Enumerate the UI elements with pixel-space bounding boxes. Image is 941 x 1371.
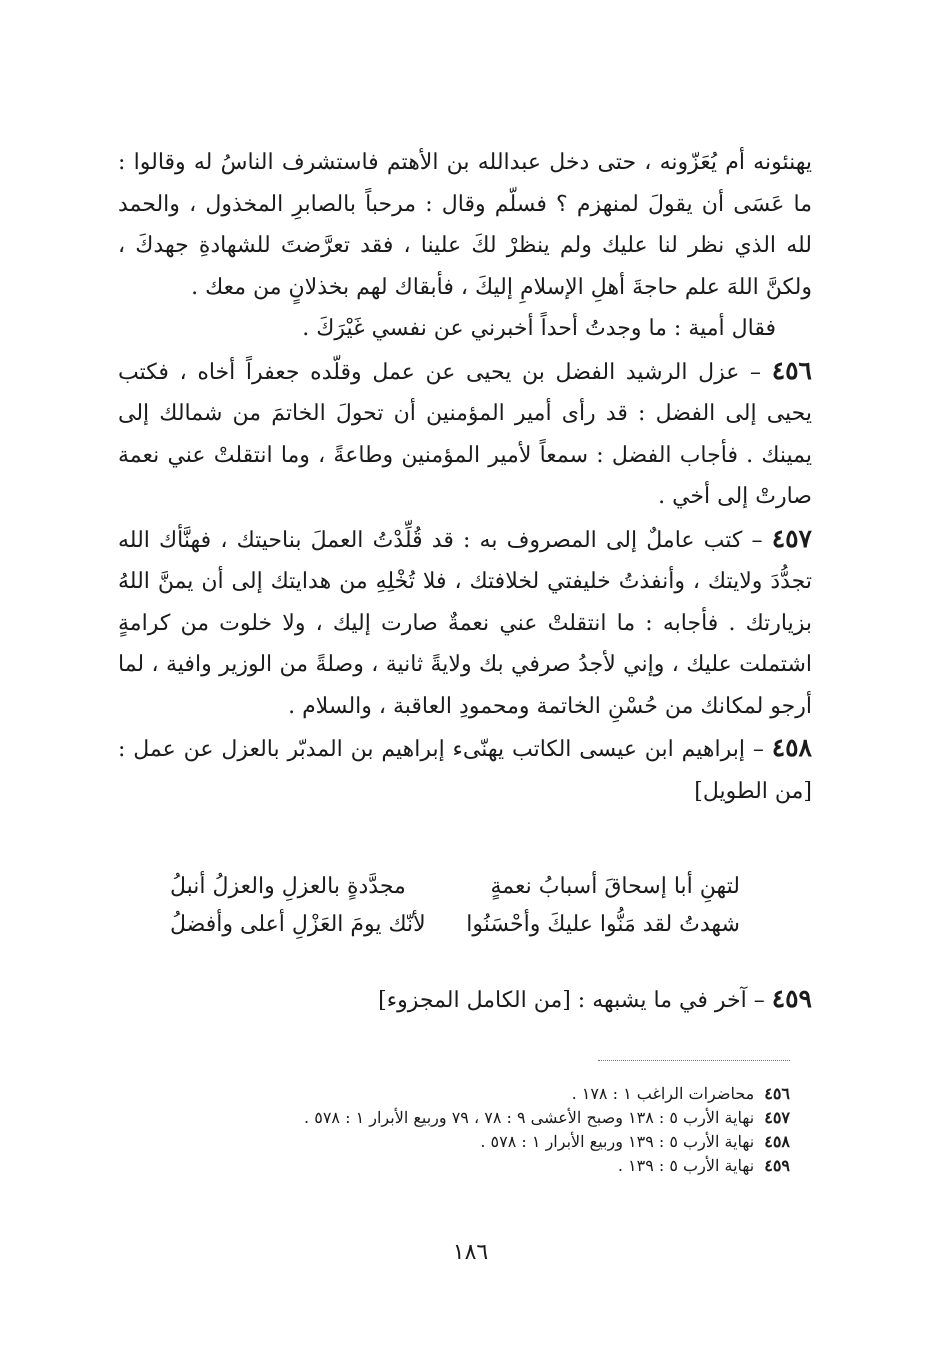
paragraph: [118, 308, 812, 350]
footnote-text: نهاية الأرب ٥ : ١٣٨ وصبح الأعشى ٩ : ٧٨ ، ٧٩ وربيع الأبرار ١ : ٥٧٨ .: [304, 1108, 755, 1127]
paragraph: [118, 350, 812, 518]
verse-line: [170, 868, 740, 906]
paragraph-text: – إبراهيم ابن عيسى الكاتب يهنّىء إبراهيم بن المدبّر بالعزل عن عمل : [من الطويل]: [118, 737, 812, 804]
verse-second-hemistich: مجدَّدةٍ بالعزلِ والعزلُ أنبلُ: [170, 874, 406, 899]
footnote-divider: [598, 1060, 790, 1061]
page-number: ١٨٦: [452, 1240, 489, 1265]
footnote: [150, 1154, 790, 1178]
paragraph-text: – آخر في ما يشبهه : [من الكامل المجزوء]: [378, 988, 765, 1013]
entry-number: ٤٥٦: [771, 355, 812, 385]
verse-first-hemistich: شهدتُ لقد مَنُّوا عليكَ وأحْسَنُوا: [466, 912, 740, 937]
paragraph-text: – عزل الرشيد الفضل بن يحيى عن عمل وقلّده جعفراً أخاه ، فكتب يحيى إلى الفضل : قد رأى أمير المؤمنين أن تحولَ الخاتمَ من شمالك إلى يمينك . فأجاب الفضل : سمعاً لأمير المؤمنين وطاعةً ، وما انتقلتْ عني نعمة صارتْ إلى أخي .: [118, 359, 812, 509]
poem: [170, 868, 740, 944]
footnote: [150, 1106, 790, 1130]
footnote: [150, 1130, 790, 1154]
footnote-text: نهاية الأرب ٥ : ١٣٩ .: [617, 1156, 755, 1175]
entry-number: ٤٥٩: [771, 984, 812, 1013]
paragraph-text: فقال أمية : ما وجدتُ أحداً أخبرني عن نفسي غَيْرَكَ .: [302, 316, 776, 341]
footnote-number: ٤٥٧: [764, 1108, 790, 1127]
paragraph-text: يهنئونه أم يُعَزّونه ، حتى دخل عبدالله بن الأهتم فاستشرف الناسُ له وقالوا : ما عَسَى أن يقولَ لمنهزم ؟ فسلّم وقال : مرحباً بالصابرِ المخذول ، والحمد لله الذي نظر لنا عليك ولم ينظرْ لكَ علينا ، فقد تعرَّضتَ للشهادةِ جهدكَ ، ولكنَّ اللهَ علم حاجةَ أهلِ الإسلامِ إليكَ ، فأبقاك لهم بخذلانٍ من معك .: [118, 150, 813, 300]
entry-number: ٤٥٨: [771, 733, 812, 762]
footnote-number: ٤٥٩: [764, 1156, 790, 1175]
paragraph: [118, 142, 812, 308]
footnote-number: ٤٥٨: [764, 1132, 790, 1151]
last-entry: [118, 978, 812, 1022]
paragraph-text: – كتب عاملٌ إلى المصروف به : قد قُلِّدْتُ العملَ بناحيتك ، فهنَّأك الله تجدُّدَ ولايتك ، وأنفذتُ خليفتي لخلافتك ، فلا تُخْلِهِ من هدايتك إلى أن يمنَّ اللهُ بزيارتك . فأجابه : ما انتقلتْ عني نعمةٌ صارت إليك ، ولا خلوت من كرامةٍ اشتملت عليك ، وإني لأجدُ صرفي بك ولايةً ثانية ، وصلةً من الوزير وافية ، لما أرجو لمكانك من حُسْنِ الخاتمة ومحمودِ العاقبة ، والسلام .: [118, 527, 812, 719]
footnote-text: محاضرات الراغب ١ : ١٧٨ .: [571, 1084, 755, 1103]
paragraph: [118, 518, 812, 728]
verse-second-hemistich: لأنّك يومَ العَزْلِ أعلى وأفضلُ: [170, 912, 426, 937]
footnote-number: ٤٥٦: [764, 1084, 790, 1103]
footnotes: [150, 1082, 790, 1178]
paragraph: [118, 978, 812, 1022]
footnote-text: نهاية الأرب ٥ : ١٣٩ وربيع الأبرار ١ : ٥٧٨ .: [480, 1132, 755, 1151]
footnote: [150, 1082, 790, 1106]
entry-number: ٤٥٧: [771, 523, 812, 553]
verse-line: [170, 906, 740, 944]
paragraph: [118, 727, 812, 812]
main-text: [118, 142, 812, 812]
verse-first-hemistich: لتهنِ أبا إسحاقَ أسبابُ نعمةٍ: [490, 874, 740, 899]
